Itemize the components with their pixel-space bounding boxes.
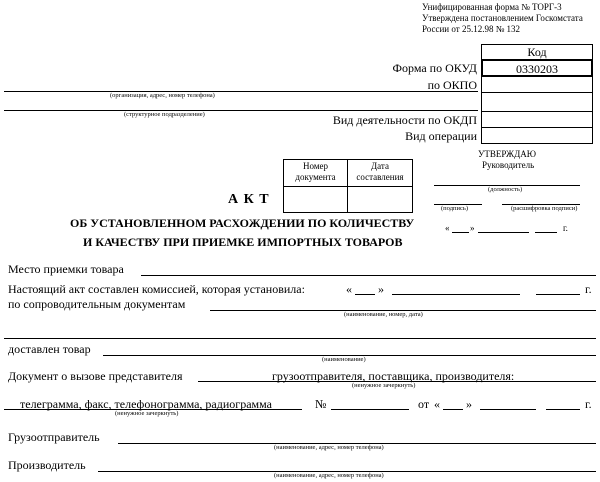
representative-label: Документ о вызове представителя [8,369,183,383]
accompanying-label: по сопроводительным документам [8,297,186,311]
code-column-header: Код [481,44,593,60]
division-caption: (структурное подразделение) [124,111,205,118]
operation-code-cell[interactable] [481,127,593,144]
telegram-number-line[interactable] [331,409,409,410]
telegram-day-line[interactable] [443,409,463,410]
telegram-from-label: от [418,397,430,411]
place-label: Место приемки товара [8,262,124,276]
telegram-date-open: « [434,397,440,411]
telegram-options: телеграмма, факс, телефонограмма, радиограмма [20,397,272,411]
telegram-year-line[interactable] [546,409,580,410]
telegram-strike-caption: (ненужное зачеркнуть) [115,410,179,417]
approve-signature-caption: (подпись) [441,205,468,212]
commission-date-close: » [378,282,384,296]
okpo-code-cell[interactable] [481,76,593,93]
approve-decode-caption: (расшифровка подписи) [511,205,578,212]
accompanying-caption: (наименование, номер, дата) [344,311,423,318]
act-subtitle-line1: ОБ УСТАНОВЛЕННОМ РАСХОЖДЕНИИ ПО КОЛИЧЕСТВУ [70,216,415,230]
telegram-number-sign: № [315,397,327,411]
representative-strike-caption: (ненужное зачеркнуть) [352,382,416,389]
okdp-label: Вид деятельности по ОКДП [332,113,477,127]
representative-options: грузоотправителя, поставщика, производителя: [272,369,515,383]
doc-date-cell[interactable] [349,188,411,211]
approve-date-close: » [470,223,475,233]
organization-line[interactable] [4,91,478,92]
okud-code-cell[interactable]: 0330203 [481,59,593,77]
telegram-year-suffix: г. [585,397,592,411]
approve-head: Руководитель [482,160,535,170]
commission-date-open: « [346,282,352,296]
producer-label: Производитель [8,458,86,472]
empty-code-cell[interactable] [481,92,593,112]
organization-caption: (организация, адрес, номер телефона) [110,92,215,99]
commission-day-line[interactable] [355,294,375,295]
act-subtitle-line2: И КАЧЕСТВУ ПРИ ПРИЕМКЕ ИМПОРТНЫХ ТОВАРОВ [83,235,403,249]
okpo-label: по ОКПО [427,78,477,92]
division-line[interactable] [4,110,478,111]
approve-day-line[interactable] [452,232,469,233]
commission-label: Настоящий акт составлен комиссией, которая установила: [8,282,305,296]
form-header-line2: Утверждена постановлением Госкомстата [422,13,583,23]
form-header-line3: России от 25.12.98 № 132 [422,24,521,34]
form-header-line1: Унифицированная форма № ТОРГ-3 [422,2,562,12]
commission-month-line[interactable] [392,294,520,295]
doc-date-header: Дата составления [356,161,404,182]
producer-caption: (наименование, адрес, номер телефона) [274,472,384,479]
approve-month-line[interactable] [478,232,529,233]
commission-year-line[interactable] [536,294,580,295]
doc-number-cell[interactable] [285,188,346,211]
commission-year-suffix: г. [585,282,592,296]
act-title: А К Т [228,192,270,207]
okdp-code-cell[interactable] [481,111,593,128]
approve-date-open: « [445,223,450,233]
okud-label: Форма по ОКУД [392,61,477,75]
shipper-caption: (наименование, адрес, номер телефона) [274,444,384,451]
telegram-month-line[interactable] [480,409,536,410]
shipper-label: Грузоотправитель [8,430,100,444]
approve-year-line[interactable] [535,232,557,233]
approve-year-suffix: г. [563,223,568,233]
telegram-date-close: » [466,397,472,411]
accompanying-extra-line[interactable] [4,338,596,339]
approve-position-caption: (должность) [488,186,523,193]
approve-title: УТВЕРЖДАЮ [478,149,537,159]
doc-number-header: Номер документа [295,161,336,182]
place-line[interactable] [141,275,596,276]
delivered-caption: (наименование) [322,356,366,363]
operation-label: Вид операции [405,129,477,143]
delivered-label: доставлен товар [8,342,91,356]
